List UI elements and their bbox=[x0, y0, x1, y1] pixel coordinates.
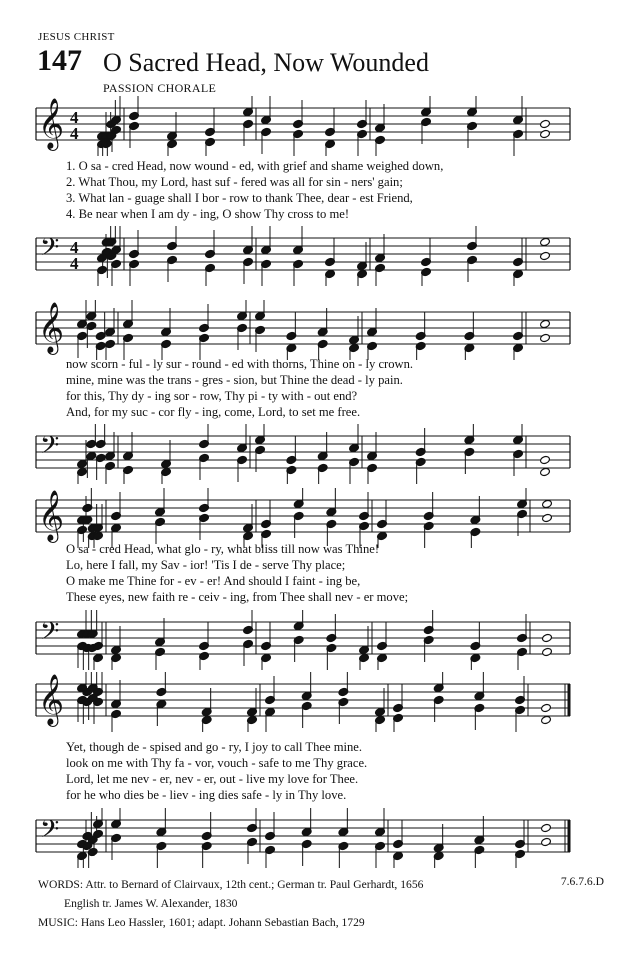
treble-clef: 𝄞 bbox=[38, 674, 65, 725]
treble-clef: 𝄞 bbox=[38, 302, 65, 353]
verse-line: 3. What lan - guage shall I bor - row to thank Thee, dear - est Friend, bbox=[66, 191, 413, 205]
words-credit: WORDS: Attr. to Bernard of Clairvaux, 12th cent.; German tr. Paul Gerhardt, 1656 bbox=[38, 878, 424, 891]
note-head bbox=[542, 647, 553, 656]
verse-line: 4. Be near when I am dy - ing, O show Thy cross to me! bbox=[66, 207, 350, 221]
verse-line: for he who dies be - liev - ing dies safe - ly in Thy love. bbox=[66, 788, 347, 802]
tune-name: PASSION CHORALE bbox=[103, 81, 217, 95]
note-head bbox=[540, 319, 551, 328]
verse-line: now scorn - ful - ly sur - round - ed with thorns, Thine on - ly crown. bbox=[66, 357, 414, 371]
verse-lyrics bbox=[66, 356, 413, 420]
note-head bbox=[542, 633, 553, 642]
bass-staff bbox=[0, 226, 640, 286]
verse-line: These eyes, new faith re - ceiv - ing, from Thee shall nev - er move; bbox=[66, 590, 409, 604]
verse-line: Lo, here I fall, my Sav - ior! 'Tis I de - serve Thy place; bbox=[66, 558, 346, 572]
time-signature: 4 bbox=[70, 108, 79, 127]
bass-clef: 𝄢 bbox=[40, 815, 60, 850]
time-signature: 4 bbox=[70, 124, 79, 143]
treble-clef: 𝄞 bbox=[38, 490, 65, 541]
bass-staff bbox=[0, 808, 640, 868]
music-credit: MUSIC: Hans Leo Hassler, 1601; adapt. Johann Sebastian Bach, 1729 bbox=[38, 916, 365, 929]
verse-line: Yet, though de - spised and go - ry, I joy to call Thee mine. bbox=[66, 740, 363, 754]
verse-lyrics bbox=[66, 541, 408, 605]
hymn-title: O Sacred Head, Now Wounded bbox=[103, 48, 429, 77]
treble-staff bbox=[0, 672, 640, 732]
hymn-number: 147 bbox=[37, 44, 82, 77]
bass-clef: 𝄢 bbox=[40, 617, 60, 652]
verse-lyrics bbox=[66, 158, 443, 222]
note-head bbox=[540, 467, 551, 476]
meter: 7.6.7.6.D bbox=[560, 875, 604, 888]
note-head bbox=[541, 837, 552, 846]
verse-line: look on me with Thy fa - vor, vouch - safe to me Thy grace. bbox=[66, 756, 368, 770]
note-head bbox=[542, 513, 553, 522]
bass-clef: 𝄢 bbox=[40, 233, 60, 268]
treble-staff bbox=[0, 488, 640, 548]
bass-staff bbox=[0, 610, 640, 670]
words-english-credit: English tr. James W. Alexander, 1830 bbox=[64, 897, 238, 910]
section-heading: JESUS CHRIST bbox=[38, 31, 115, 43]
verse-line: 2. What Thou, my Lord, hast suf - fered was all for sin - ners' gain; bbox=[66, 175, 403, 189]
note-head bbox=[541, 715, 552, 724]
note-head bbox=[541, 703, 552, 712]
verse-line: mine, mine was the trans - gres - sion, but Thine the dead - ly pain. bbox=[66, 373, 403, 387]
note-head bbox=[540, 129, 551, 138]
treble-clef: 𝄞 bbox=[38, 98, 65, 149]
time-signature: 4 bbox=[70, 254, 79, 273]
verse-line: O make me Thine for - ev - er! And should I faint - ing be, bbox=[66, 574, 361, 588]
bass-clef: 𝄢 bbox=[40, 431, 60, 466]
note-head bbox=[541, 823, 552, 832]
treble-staff bbox=[0, 300, 640, 360]
verse-line: Lord, let me nev - er, nev - er, out - live my love for Thee. bbox=[66, 772, 359, 786]
note-head bbox=[540, 455, 551, 464]
credits bbox=[38, 875, 423, 932]
note-head bbox=[540, 251, 551, 260]
note-head bbox=[542, 499, 553, 508]
verse-line: O sa - cred Head, what glo - ry, what bliss till now was Thine! bbox=[66, 542, 380, 556]
verse-line: for this, Thy dy - ing sor - row, Thy pi - ty with - out end? bbox=[66, 389, 358, 403]
note-head bbox=[540, 237, 551, 246]
treble-staff bbox=[0, 96, 640, 156]
note-head bbox=[540, 119, 551, 128]
verse-lyrics bbox=[66, 739, 367, 803]
verse-line: 1. O sa - cred Head, now wound - ed, with grief and shame weighed down, bbox=[66, 159, 444, 173]
bass-staff bbox=[0, 424, 640, 484]
time-signature: 4 bbox=[70, 238, 79, 257]
note-head bbox=[540, 333, 551, 342]
verse-line: And, for my suc - cor fly - ing, come, Lord, to set me free. bbox=[66, 405, 361, 419]
